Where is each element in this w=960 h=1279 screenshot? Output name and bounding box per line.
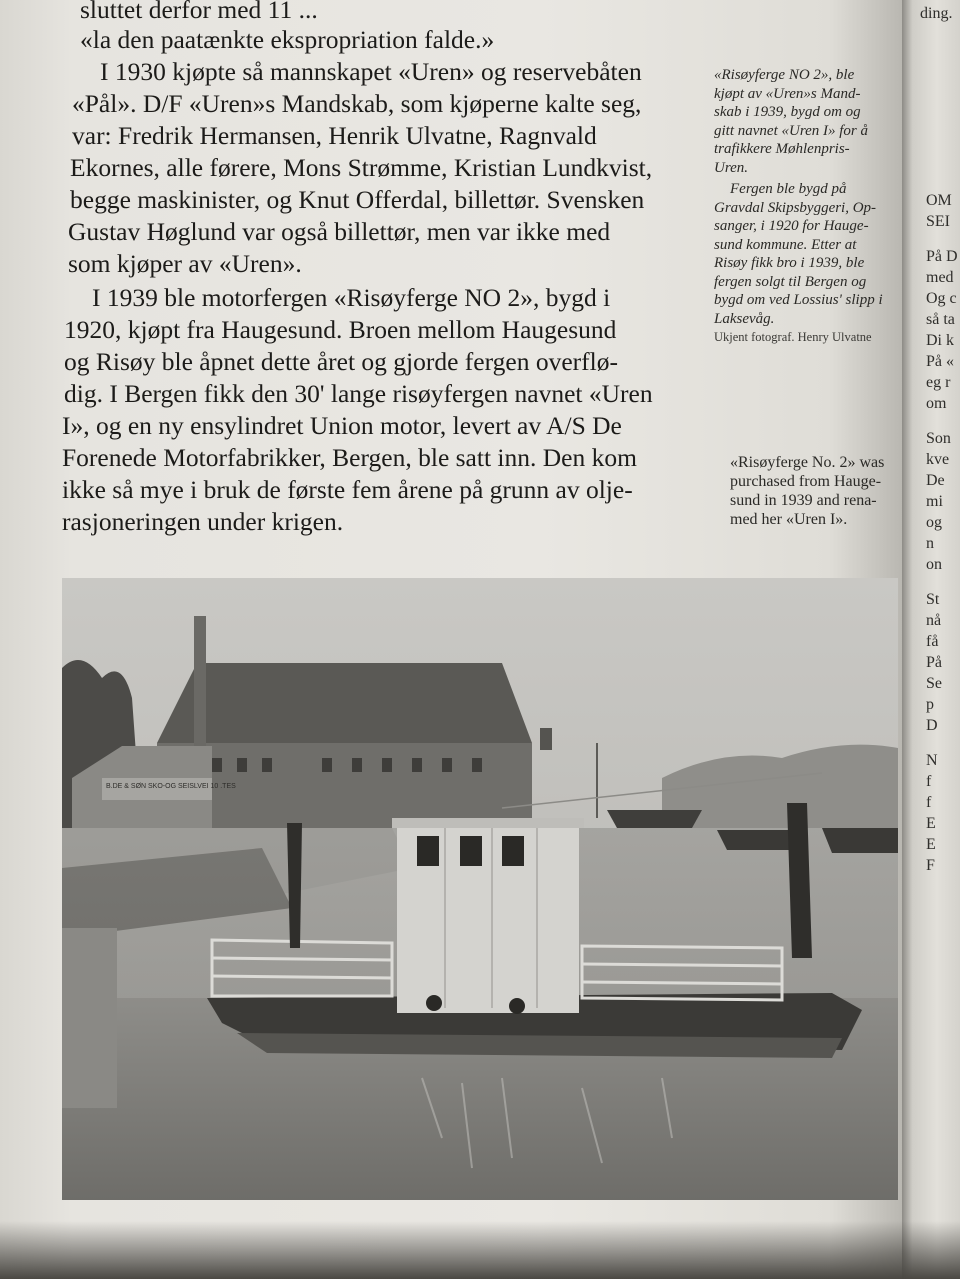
right-fragment (926, 736, 958, 750)
caption-line: sund kommune. Etter at (714, 236, 857, 253)
text-line-8: Gustav Høglund var også billettør, men var ikke med (68, 217, 611, 246)
text-line-6: Ekornes, alle førere, Mons Strømme, Kristian Lundkvist, (70, 153, 653, 182)
right-page-fragments (926, 190, 958, 876)
right-fragment: om (926, 395, 947, 412)
text-line-1: sluttet derfor med 11 ... (80, 0, 318, 24)
text-line-2: «la den paatænkte ekspropriation falde.» (80, 25, 495, 54)
right-fragment (926, 232, 958, 246)
right-fragment (926, 575, 958, 589)
caption-line: Fergen ble bygd på (730, 181, 847, 197)
right-fragment: På « (926, 353, 954, 370)
right-fragment (926, 414, 958, 428)
caption-en-line: «Risøyferge No. 2» was (730, 454, 885, 471)
right-fragment: p (926, 696, 934, 713)
right-fragment: f (926, 773, 932, 790)
caption-line: trafikkere Møhlenpris- (714, 141, 850, 157)
right-fragment: eg r (926, 374, 951, 391)
right-fragment: f (926, 794, 932, 811)
right-page-edge (902, 0, 960, 1279)
right-fragment: D (926, 717, 938, 734)
caption-line: sanger, i 1920 for Hauge- (714, 218, 869, 234)
text-line-16: ikke så mye i bruk de første fem årene på grunn av olje- (62, 475, 633, 504)
right-fragment: Se (926, 675, 942, 692)
right-fragment: kve (926, 451, 950, 468)
caption-line: Risøy fikk bro i 1939, ble (714, 255, 865, 271)
right-fragment: og (926, 514, 942, 531)
caption-line: Laksevåg. (714, 310, 775, 327)
caption-line: fergen solgt til Bergen og (714, 273, 867, 290)
right-fragment: Son (926, 430, 951, 447)
text-line-12: og Risøy ble åpnet dette året og gjorde fergen overflø- (64, 347, 618, 376)
right-fragment: så ta (926, 311, 955, 328)
right-fragment: N (926, 752, 938, 769)
right-fragment: F (926, 857, 935, 874)
book-bottom-shadow (0, 1221, 960, 1279)
right-top-word: ding. (920, 5, 953, 22)
caption-en-line: purchased from Hauge- (730, 473, 882, 490)
caption-line: skab i 1939, bygd om og (714, 104, 861, 120)
text-line-9: som kjøper av «Uren». (68, 249, 302, 278)
right-fragment: På D (926, 248, 958, 265)
right-fragment: mi (926, 493, 943, 510)
right-fragment: on (926, 556, 942, 573)
right-fragment: nå (926, 612, 942, 629)
caption-line: gitt navnet «Uren I» for å (714, 122, 869, 139)
right-fragment: De (926, 472, 945, 489)
caption-english (730, 453, 900, 529)
right-fragment: Og c (926, 290, 957, 307)
right-fragment: St (926, 591, 940, 608)
caption-line: kjøpt av «Uren»s Mand- (714, 85, 861, 102)
text-line-17: rasjoneringen under krigen. (62, 507, 344, 536)
caption-en-line: sund in 1939 and rena- (730, 492, 877, 509)
right-fragment: E (926, 836, 936, 853)
right-fragment: n (926, 535, 934, 552)
right-fragment: med (926, 269, 954, 286)
text-line-10: I 1939 ble motorfergen «Risøyferge NO 2», bygd i (92, 283, 611, 312)
text-line-7: begge maskinister, og Knut Offerdal, billettør. Svensken (70, 185, 645, 214)
text-line-13: dig. I Bergen fikk den 30' lange risøyfergen navnet «Uren (64, 379, 653, 408)
right-fragment: OM (926, 192, 952, 209)
ferry-photograph (62, 578, 898, 1200)
caption-line: Uren. (714, 159, 749, 176)
text-line-14: I», og en ny ensylindret Union motor, levert av A/S De (62, 411, 622, 440)
right-fragment: E (926, 815, 936, 832)
caption-line: Gravdal Skipsbyggeri, Op- (714, 199, 877, 216)
caption-en-line: med her «Uren I». (730, 511, 848, 528)
caption-line: bygd om ved Lossius' slipp i (714, 292, 883, 308)
shed-sign-text: B.DE & SØN SKO-OG SEISLVEI 10 .TES (106, 783, 236, 790)
caption-norwegian (714, 66, 884, 347)
text-line-15: Forenede Motorfabrikker, Bergen, ble satt inn. Den kom (62, 443, 637, 472)
right-fragment: SEI (926, 213, 950, 230)
text-line-5: var: Fredrik Hermansen, Henrik Ulvatne, Ragnvald (72, 121, 597, 150)
right-fragment: få (926, 633, 939, 650)
text-line-11: 1920, kjøpt fra Haugesund. Broen mellom Haugesund (64, 315, 617, 344)
text-line-3: I 1930 kjøpte så mannskapet «Uren» og reservebåten (100, 57, 642, 86)
caption-line: «Risøyferge NO 2», ble (714, 67, 855, 83)
right-fragment: Di k (926, 332, 954, 349)
photo-credit: Ukjent fotograf. Henry Ulvatne (714, 330, 872, 344)
text-line-4: «Pål». D/F «Uren»s Mandskab, som kjøperne kalte seg, (72, 89, 642, 118)
right-fragment: På (926, 654, 942, 671)
